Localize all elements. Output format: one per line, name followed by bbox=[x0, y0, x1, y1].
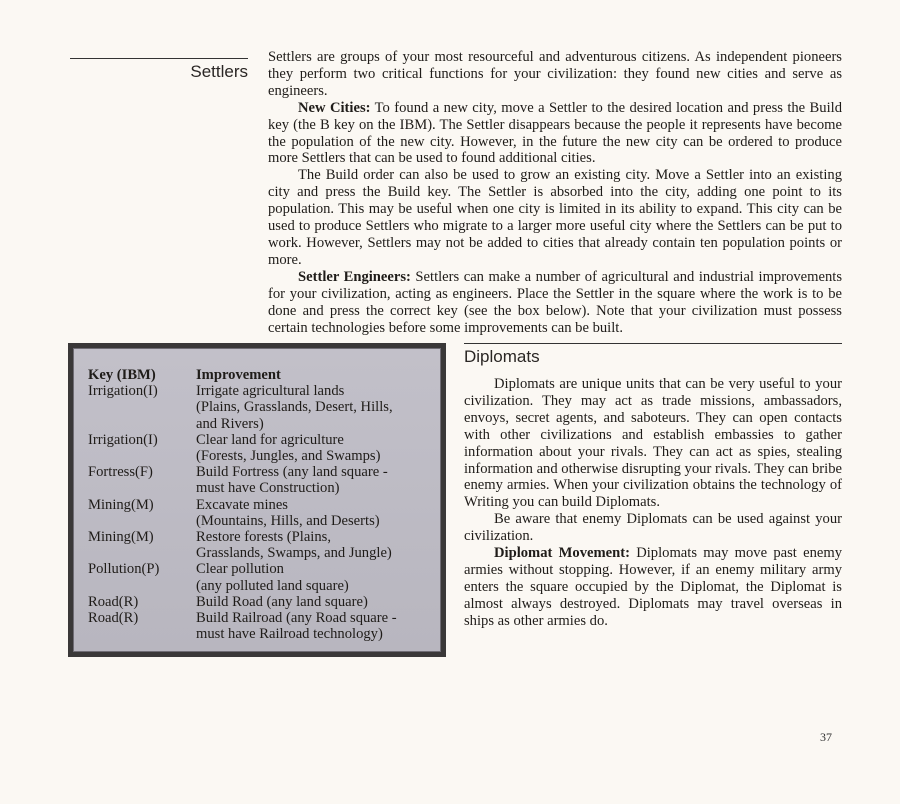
column-header-improvement: Improvement bbox=[196, 367, 281, 383]
diplomats-body bbox=[464, 376, 842, 630]
new-cities-text: To found a new city, move a Settler to the desired location and press the Build key (the B key on the IBM). The Settler disappears because the people it represents have become the population of the new city. However, in the future the new city can be ordered to produce more Settlers that can be used to found additional cities. bbox=[268, 99, 842, 167]
table-row bbox=[88, 561, 432, 593]
improvement-line: (Forests, Jungles, and Swamps) bbox=[196, 448, 381, 465]
diplomat-movement-paragraph bbox=[464, 545, 842, 630]
improvement-cell bbox=[196, 610, 432, 642]
diplomats-heading: Diplomats bbox=[464, 347, 540, 366]
improvement-line: Restore forests (Plains, bbox=[196, 529, 331, 546]
improvement-line: and Rivers) bbox=[196, 415, 264, 432]
improvement-cell bbox=[196, 561, 432, 593]
settler-engineers-text: Settlers can make a number of agricultural and industrial improvements for your civilization, acting as engineers. Place the Settler in the square where the work is to be done and press the correct key (see the box below). Note that your civilization must possess certain technologies before some improvements can be built. bbox=[268, 268, 843, 336]
diplomat-movement-lead: Diplomat Movement: bbox=[494, 545, 630, 562]
improvement-line: Clear land for agriculture bbox=[196, 431, 344, 448]
key-cell: Road(R) bbox=[88, 610, 139, 627]
key-cell: Mining(M) bbox=[88, 529, 154, 546]
improvement-cell bbox=[196, 594, 432, 610]
new-cities-paragraph bbox=[268, 100, 842, 168]
table-row bbox=[88, 383, 432, 432]
settlers-intro-paragraph: Settlers are groups of your most resourceful and adventurous citizens. As independent pioneers they perform two critical functions for your civilization: they found new cities and serve as engineers. bbox=[268, 49, 842, 99]
improvement-line: (any polluted land square) bbox=[196, 577, 349, 594]
table-row bbox=[88, 594, 432, 610]
key-cell: Pollution(P) bbox=[88, 561, 160, 578]
improvement-line: Build Road (any land square) bbox=[196, 593, 368, 610]
section-rule-settlers bbox=[70, 58, 248, 59]
new-cities-lead: New Cities: bbox=[298, 99, 371, 116]
key-cell: Mining(M) bbox=[88, 496, 154, 513]
improvement-line: must have Railroad technology) bbox=[196, 626, 383, 643]
key-cell: Road(R) bbox=[88, 593, 139, 610]
table-row bbox=[88, 464, 432, 496]
settlers-body bbox=[268, 49, 842, 336]
table-row bbox=[88, 529, 432, 561]
table-row bbox=[88, 497, 432, 529]
settlers-heading: Settlers bbox=[190, 62, 248, 81]
improvement-line: (Plains, Grasslands, Desert, Hills, bbox=[196, 399, 393, 416]
improvement-line: Clear pollution bbox=[196, 561, 284, 578]
build-order-paragraph: The Build order can also be used to grow an existing city. Move a Settler into an existing city and press the Build key. The Settler is absorbed into the city, adding one point to its population. This may be useful when one city is limited in its ability to expand. This city can be used to produce Settlers who migrate to a larger more useful city where the Settlers can be put to work. However, Settlers may not be added to cities that already contain ten population points or more. bbox=[268, 167, 842, 268]
improvement-line: (Mountains, Hills, and Deserts) bbox=[196, 512, 380, 529]
improvement-key-box bbox=[68, 343, 446, 657]
improvement-line: Grasslands, Swamps, and Jungle) bbox=[196, 545, 392, 562]
diplomats-intro-paragraph: Diplomats are unique units that can be very useful to your civilization. They may act as trade missions, ambassadors, envoys, secret agents, and saboteurs. They can open contacts with other civilizations and establish embassies to gather information about your rivals. They can act as spies, stealing information and otherwise disrupting your rivals. They can bribe enemy armies. When your civilization obtains the technology of Writing you can build Diplomats. bbox=[464, 376, 842, 511]
settler-engineers-lead: Settler Engineers: bbox=[298, 268, 411, 285]
key-cell: Irrigation(I) bbox=[88, 383, 158, 400]
key-cell: Fortress(F) bbox=[88, 464, 153, 481]
page-number: 37 bbox=[820, 730, 832, 744]
improvement-cell bbox=[196, 383, 432, 432]
improvement-cell bbox=[196, 432, 432, 464]
improvement-cell bbox=[196, 497, 432, 529]
settler-engineers-paragraph bbox=[268, 269, 842, 337]
improvement-key-table bbox=[73, 348, 441, 652]
diplomats-warning-paragraph: Be aware that enemy Diplomats can be used against your civilization. bbox=[464, 511, 842, 545]
key-cell: Irrigation(I) bbox=[88, 431, 158, 448]
diplomat-movement-text: Diplomats may move past enemy armies without stopping. However, if an enemy military army enters the square occupied by the Diplomat, the Diplomat is almost always destroyed. Diplomats may travel overseas in ships as other armies do. bbox=[464, 545, 842, 629]
improvement-line: Build Fortress (any land square - bbox=[196, 464, 388, 481]
section-rule-diplomats bbox=[464, 343, 842, 344]
table-body bbox=[88, 383, 432, 642]
improvement-line: Build Railroad (any Road square - bbox=[196, 610, 397, 627]
improvement-line: Irrigate agricultural lands bbox=[196, 383, 345, 400]
improvement-line: must have Construction) bbox=[196, 480, 340, 497]
table-row bbox=[88, 432, 432, 464]
table-header-row bbox=[88, 367, 432, 383]
column-header-key: Key (IBM) bbox=[88, 367, 156, 383]
improvement-cell bbox=[196, 464, 432, 496]
improvement-cell bbox=[196, 529, 432, 561]
improvement-line: Excavate mines bbox=[196, 496, 288, 513]
table-row bbox=[88, 610, 432, 642]
